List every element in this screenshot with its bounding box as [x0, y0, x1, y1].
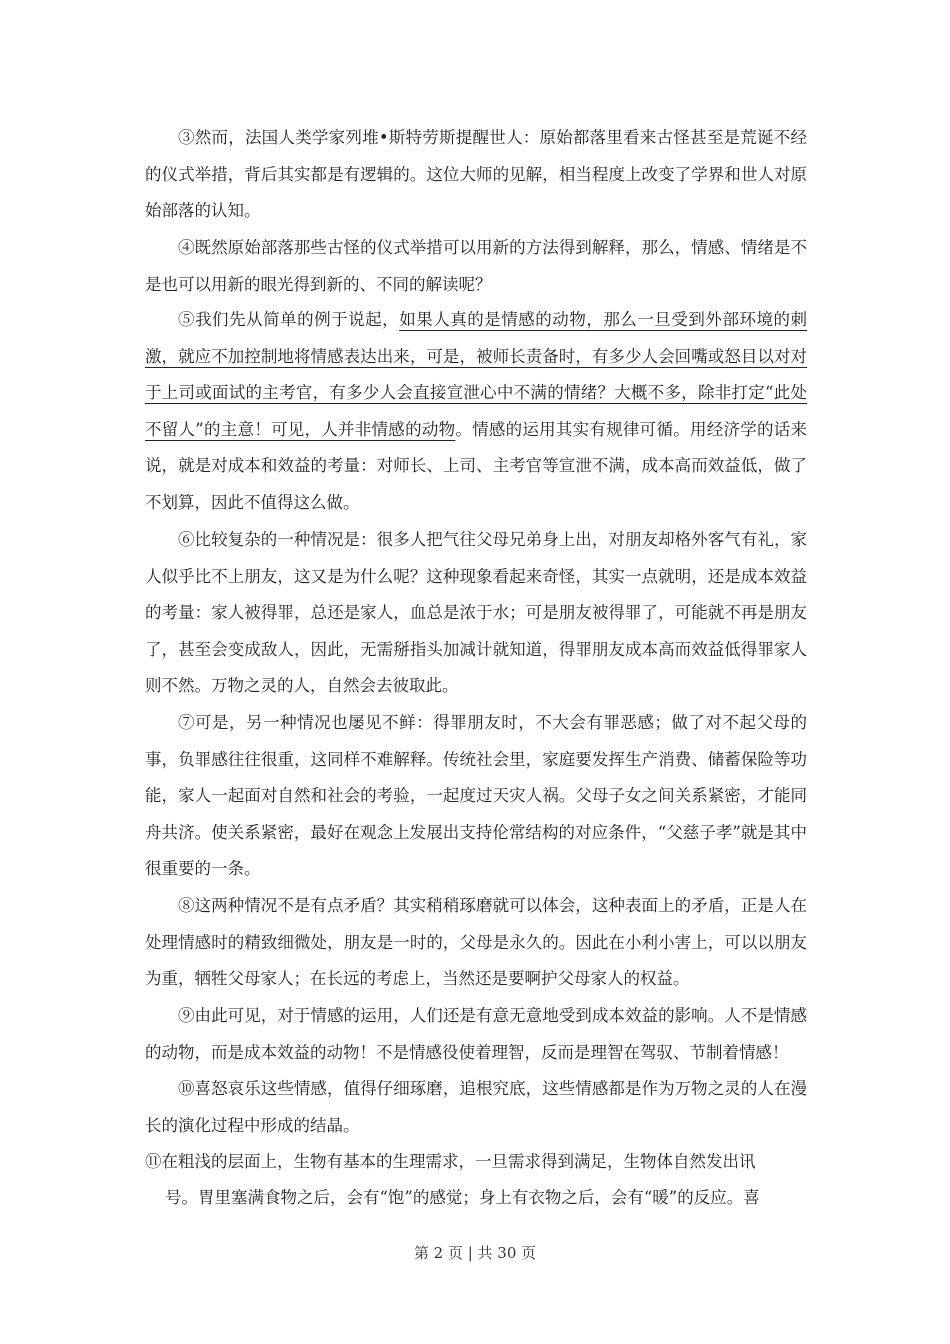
- paragraph-7-text: ⑦可是，另一种情况也屡见不鲜：得罪朋友时，不大会有罪恶感；做了对不起父母的事，负罪感往往很重，这同样不难解释。传统社会里，家庭要发挥生产消费、储蓄保险等功能，家人一起面对自然和社会的考验，一起度过天灾人祸。父母子女之间关系紧密，才能同舟共济。使关系紧密，最好在观念上发展出支持伦常结构的对应条件，“父慈子孝”就是其中很重要的一条。: [145, 713, 807, 878]
- paragraph-4-text: ④既然原始部落那些古怪的仪式举措可以用新的方法得到解释，那么，情感、情绪是不是也可以用新的眼光得到新的、不同的解读呢？: [145, 238, 807, 294]
- paragraph-11-line-2: [165, 1180, 807, 1217]
- paragraph-4: [145, 230, 807, 303]
- paragraph-9-text: ⑨由此可见，对于情感的运用，人们还是有意无意地受到成本效益的影响。人不是情感的动物，而是成本效益的动物！不是情感役使着理智，反而是理智在驾驭、节制着情感！: [145, 1006, 807, 1062]
- paragraph-7: [145, 705, 807, 888]
- paragraph-8-text: ⑧这两种情况不是有点矛盾？其实稍稍琢磨就可以体会，这种表面上的矛盾，正是人在处理情感时的精致细微处，朋友是一时的，父母是永久的。因此在小利小害上，可以以朋友为重，牺牲父母家人；在长远的考虑上，当然还是要啊护父母家人的权益。: [145, 896, 807, 988]
- paragraph-5-text-end: 。情感的运用其实有规律可循。用经济学的话来说，就是对成本和效益的考量：对师长、上司、主考官等宣泄不满，成本高而效益低，做了不划算，因此不值得这么做。: [145, 419, 808, 512]
- paragraph-5: [145, 302, 807, 521]
- paragraph-5-text-start: ⑤我们先从简单的例于说起，: [178, 310, 400, 329]
- paragraph-9: [145, 998, 807, 1071]
- paragraph-8: [145, 888, 807, 998]
- page-footer: [0, 1242, 950, 1263]
- paragraph-11-line-1-text: ⑪在粗浅的层面上，生物有基本的生理需求，一旦需求得到满足，生物体自然发出讯: [145, 1152, 756, 1171]
- paragraph-3-text: ③然而，法国人类学家列堆•斯特劳斯提醒世人：原始都落里看来古怪甚至是荒诞不经的仪式举措，背后其实都是有逻辑的。这位大师的见解，相当程度上改变了学界和世人对原始部落的认知。: [145, 128, 807, 220]
- paragraph-10-text: ⑩喜怒哀乐这些情感，值得仔细琢磨，追根究底，这些情感都是作为万物之灵的人在漫长的演化过程中形成的结晶。: [145, 1079, 807, 1135]
- paragraph-6: [145, 522, 807, 705]
- paragraph-11-line-2-text: 号。胃里塞满食物之后，会有“饱”的感觉；身上有衣物之后，会有“暖”的反应。喜: [165, 1188, 760, 1207]
- page-number: 第 2 页 | 共 30 页: [413, 1244, 537, 1262]
- paragraph-3: [145, 120, 807, 230]
- paragraph-6-text: ⑥比较复杂的一种情况是：很多人把气往父母兄弟身上出，对朋友却格外客气有礼，家人似乎比不上朋友，这又是为什么呢？这种现象看起来奇怪，其实一点就明，还是成本效益的考量：家人被得罪，总还是家人，血总是浓于水；可是朋友被得罪了，可能就不再是朋友了，甚至会变成敌人，因此，无需掰指头加减计就知道，得罪朋友成本高而效益低得罪家人则不然。万物之灵的人，自然会去彼取此。: [145, 530, 807, 695]
- paragraph-11-line-1: [145, 1144, 807, 1181]
- paragraph-5-underlined-text: 如果人真的是情感的动物，那么一旦受到外部环境的刺激，就应不加控制地将情感表达出来，可是，被师长责备时，有多少人会回嘴或怒目以对对于上司或面试的主考官，有多少人会直接宣泄心中不满的情绪？大概不多，除非打定“此处不留人”的主意！可见，人并非情感的动物: [145, 310, 808, 439]
- paragraph-10: [145, 1071, 807, 1144]
